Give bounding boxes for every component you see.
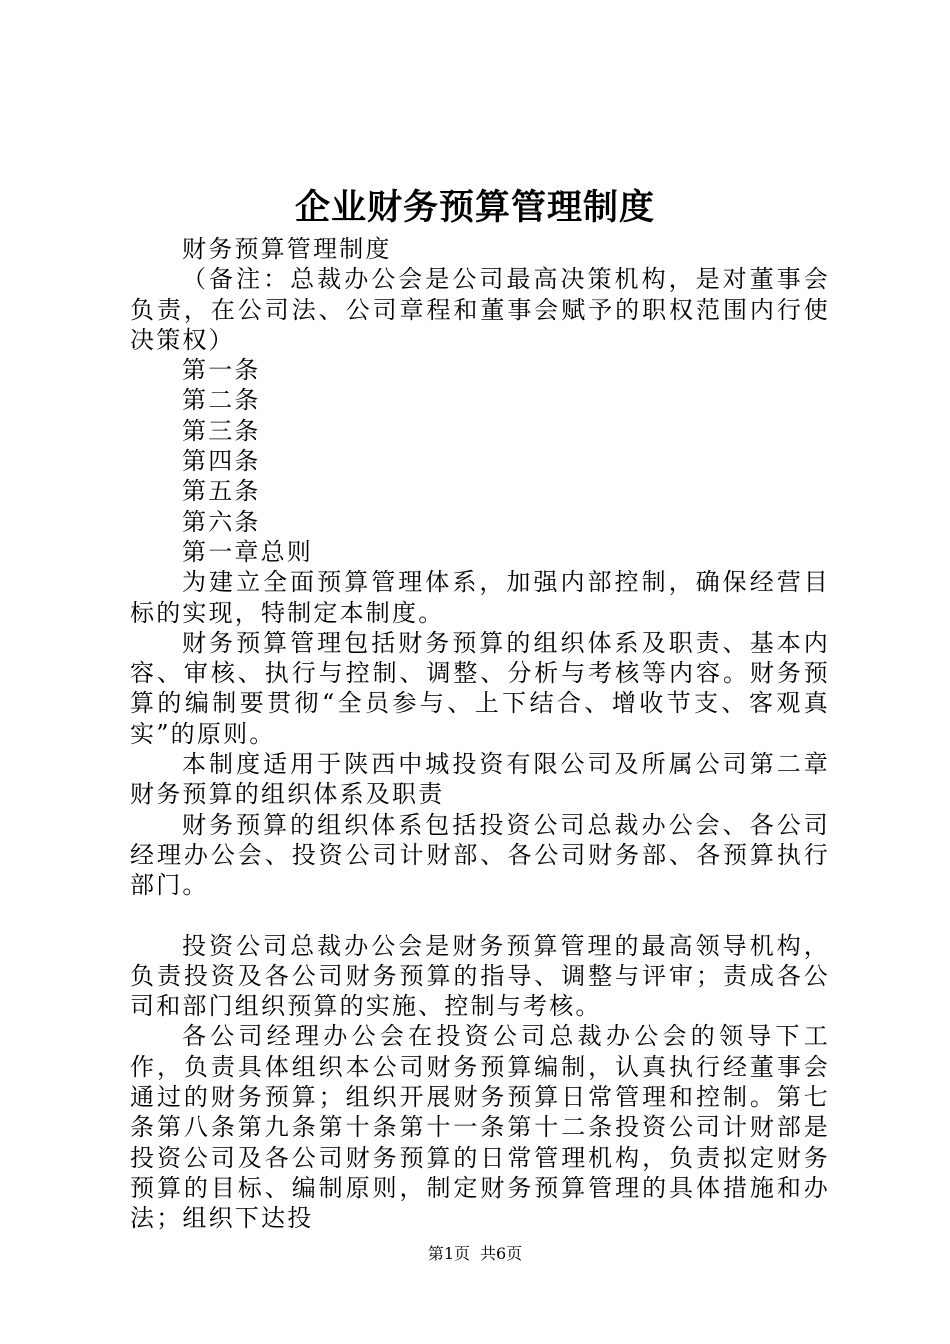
paragraph-president-office: 投资公司总裁办公会是财务预算管理的最高领导机构，负责投资及各公司财务预算的指导、调整与评审；责成各公司和部门组织预算的实施、控制与考核。 [130,931,830,1021]
paragraph-article-6: 第六条 [182,507,261,536]
paragraph-article-3: 第三条 [182,416,261,445]
paragraph-scope-content: 财务预算管理包括财务预算的组织体系及职责、基本内容、审核、执行与控制、调整、分析与考核等内容。财务预算的编制要贯彻“全员参与、上下结合、增收节支、客观真实”的原则。 [130,628,830,748]
paragraph-purpose: 为建立全面预算管理体系，加强内部控制，确保经营目标的实现，特制定本制度。 [130,568,830,627]
paragraph-manager-office: 各公司经理办公会在投资公司总裁办公会的领导下工作，负责具体组织本公司财务预算编制，认真执行经董事会通过的财务预算；组织开展财务预算日常管理和控制。第七条第八条第九条第十条第十一条第十二条投资公司计财部是投资公司及各公司财务预算的日常管理机构，负责拟定财务预算的目标、编制原则，制定财务预算管理的具体措施和办法；组织下达投 [130,1022,830,1233]
paragraph-article-2: 第二条 [182,386,261,415]
paragraph-organization: 财务预算的组织体系包括投资公司总裁办公会、各公司经理办公会、投资公司计财部、各公司财务部、各预算执行部门。 [130,810,830,900]
paragraph-article-1: 第一条 [182,356,261,385]
page-footer [0,1243,950,1265]
page-number: 第1页 [427,1244,470,1263]
document-body [130,234,830,1234]
paragraph-article-4: 第四条 [182,447,261,476]
page-total: 共6页 [480,1244,523,1263]
paragraph-article-5: 第五条 [182,477,261,506]
paragraph-applicability: 本制度适用于陕西中城投资有限公司及所属公司第二章财务预算的组织体系及职责 [130,750,830,809]
paragraph-chapter-1: 第一章总则 [182,537,313,566]
paragraph-note: （备注：总裁办公会是公司最高决策机构，是对董事会负责，在公司法、公司章程和董事会赋予的职权范围内行使决策权） [130,265,830,354]
document-title: 企业财务预算管理制度 [294,187,655,228]
paragraph-subtitle: 财务预算管理制度 [182,235,392,263]
